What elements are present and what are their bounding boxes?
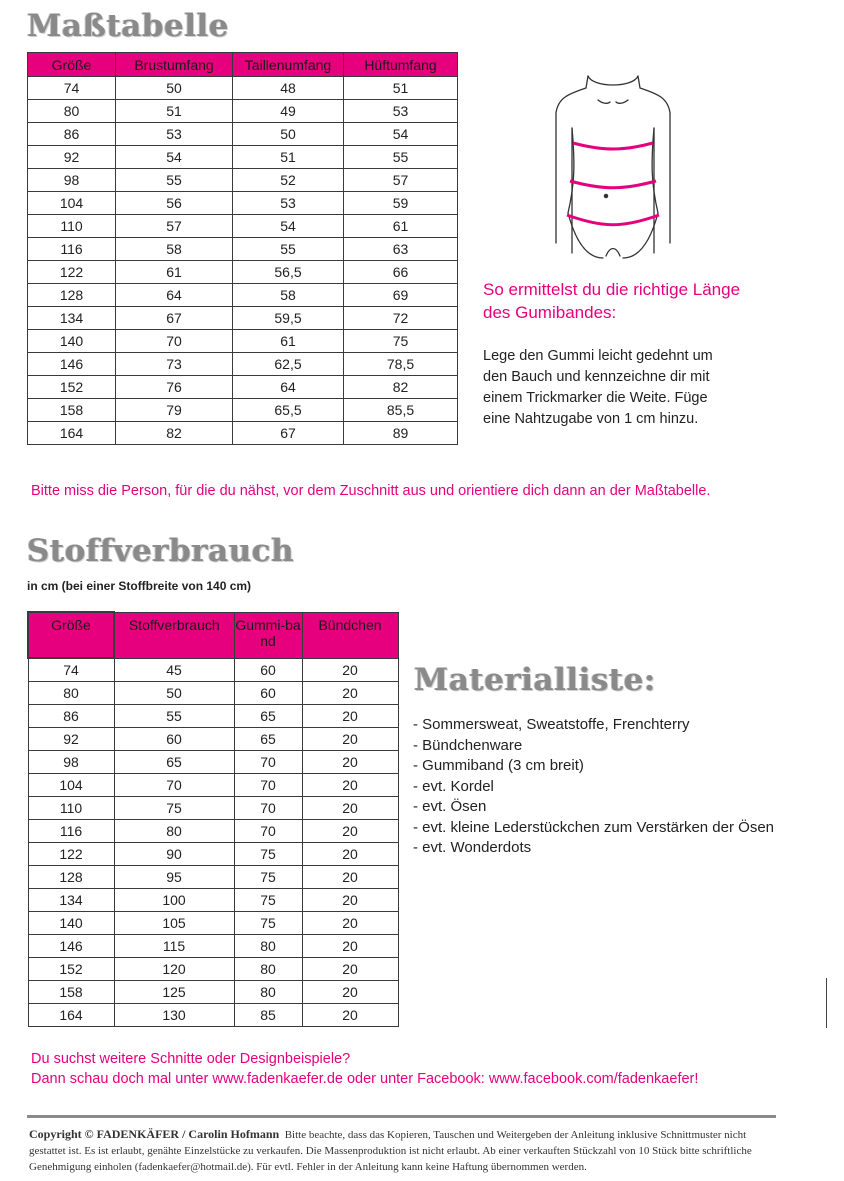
measure-table-cell: 61 xyxy=(344,215,458,238)
materials-list-item: - evt. Wonderdots xyxy=(413,839,532,856)
footer xyxy=(29,1126,779,1175)
fabric-table-cell: 80 xyxy=(234,934,302,957)
measure-table-header-cell: Taillenumfang xyxy=(233,53,344,77)
fabric-table-row xyxy=(28,658,398,681)
fabric-table-cell: 20 xyxy=(302,1003,398,1026)
fabric-table-cell: 55 xyxy=(114,704,234,727)
fabric-table-row xyxy=(28,773,398,796)
fabric-table-cell: 20 xyxy=(302,750,398,773)
fabric-table-cell: 75 xyxy=(234,911,302,934)
measure-table-row xyxy=(28,169,458,192)
measure-table-cell: 69 xyxy=(344,284,458,307)
measure-table-cell: 86 xyxy=(28,123,116,146)
fabric-table-cell: 65 xyxy=(114,750,234,773)
fabric-table-cell: 100 xyxy=(114,888,234,911)
measure-table-row xyxy=(28,376,458,399)
measure-table-cell: 89 xyxy=(344,422,458,445)
fabric-table-cell: 134 xyxy=(28,888,114,911)
links-line-2: Dann schau doch mal unter www.fadenkaefer.de oder unter Facebook: www.facebook.com/fadenkaefer! xyxy=(31,1071,699,1087)
measure-table-cell: 85,5 xyxy=(344,399,458,422)
fabric-table-header-cell: Stoffverbrauch xyxy=(114,612,234,658)
fabric-table-cell: 20 xyxy=(302,796,398,819)
measure-table-cell: 58 xyxy=(233,284,344,307)
fabric-table-row xyxy=(28,980,398,1003)
fabric-table-row xyxy=(28,911,398,934)
body-outline-icon xyxy=(548,68,678,260)
fabric-table-cell: 98 xyxy=(28,750,114,773)
measure-table-cell: 54 xyxy=(344,123,458,146)
fabric-table-cell: 20 xyxy=(302,842,398,865)
measure-table-cell: 65,5 xyxy=(233,399,344,422)
body-measurement-figure xyxy=(548,68,678,260)
measure-table-cell: 122 xyxy=(28,261,116,284)
materials-list xyxy=(413,715,833,859)
measure-table-row xyxy=(28,353,458,376)
fabric-table-cell: 115 xyxy=(114,934,234,957)
fabric-table-cell: 70 xyxy=(114,773,234,796)
measure-table-row xyxy=(28,238,458,261)
materials-list-item: - evt. Ösen xyxy=(413,798,487,815)
measure-table-cell: 61 xyxy=(116,261,233,284)
fabric-table-cell: 20 xyxy=(302,658,398,681)
measure-table-cell: 56 xyxy=(116,192,233,215)
measure-note: Bitte miss die Person, für die du nähst, vor dem Zuschnitt aus und orientiere dich dann an der Maßtabelle. xyxy=(31,483,711,499)
measure-table-cell: 128 xyxy=(28,284,116,307)
fabric-table-row xyxy=(28,796,398,819)
measure-table-cell: 63 xyxy=(344,238,458,261)
measure-table-row xyxy=(28,399,458,422)
measure-table-cell: 51 xyxy=(233,146,344,169)
elastic-info-body: Lege den Gummi leicht gedehnt um den Bauch und kennzeichne dir mit einem Trickmarker die Weite. Füge eine Nahtzugabe von 1 cm hinzu. xyxy=(483,348,713,427)
fabric-table-cell: 65 xyxy=(234,727,302,750)
measure-table-cell: 56,5 xyxy=(233,261,344,284)
fabric-table-row xyxy=(28,888,398,911)
fabric-table-cell: 105 xyxy=(114,911,234,934)
fabric-table-cell: 60 xyxy=(234,658,302,681)
measure-table-cell: 53 xyxy=(344,100,458,123)
measure-table-cell: 54 xyxy=(233,215,344,238)
fabric-table-subtitle: in cm (bei einer Stoffbreite von 140 cm) xyxy=(27,579,252,593)
measure-table-cell: 146 xyxy=(28,353,116,376)
measure-table-cell: 53 xyxy=(233,192,344,215)
measure-table-cell: 53 xyxy=(116,123,233,146)
fabric-table-cell: 20 xyxy=(302,773,398,796)
fabric-table-row xyxy=(28,957,398,980)
measure-table-cell: 116 xyxy=(28,238,116,261)
measure-table-row xyxy=(28,261,458,284)
measure-table-cell: 55 xyxy=(116,169,233,192)
measure-table-cell: 61 xyxy=(233,330,344,353)
fabric-table-cell: 65 xyxy=(234,704,302,727)
fabric-table-cell: 20 xyxy=(302,865,398,888)
fabric-table-cell: 75 xyxy=(114,796,234,819)
measure-table-cell: 51 xyxy=(344,77,458,100)
measure-table-cell: 52 xyxy=(233,169,344,192)
fabric-table-cell: 86 xyxy=(28,704,114,727)
fabric-table-cell: 45 xyxy=(114,658,234,681)
fabric-table-cell: 164 xyxy=(28,1003,114,1026)
measure-table-cell: 58 xyxy=(116,238,233,261)
measure-table-row xyxy=(28,422,458,445)
measure-table-cell: 92 xyxy=(28,146,116,169)
measure-table xyxy=(27,52,458,445)
measure-table-cell: 158 xyxy=(28,399,116,422)
measure-table-cell: 134 xyxy=(28,307,116,330)
measure-table-cell: 48 xyxy=(233,77,344,100)
measure-table-row xyxy=(28,100,458,123)
measure-table-cell: 73 xyxy=(116,353,233,376)
fabric-table-cell: 60 xyxy=(234,681,302,704)
fabric-table-cell: 80 xyxy=(234,957,302,980)
fabric-table-cell: 110 xyxy=(28,796,114,819)
measure-table-cell: 67 xyxy=(233,422,344,445)
measure-table-cell: 49 xyxy=(233,100,344,123)
fabric-table-row xyxy=(28,1003,398,1026)
fabric-table-cell: 130 xyxy=(114,1003,234,1026)
fabric-table-cell: 85 xyxy=(234,1003,302,1026)
measure-table-row xyxy=(28,307,458,330)
fabric-table-cell: 80 xyxy=(234,980,302,1003)
measure-table-cell: 55 xyxy=(344,146,458,169)
footer-text: Bitte beachte, dass das Kopieren, Tauschen und Weitergeben der Anleitung inklusive Schnittmuster nicht gestattet ist. Es ist erlaubt, genähte Einzelstücke zu verkaufen. Die Massenproduktion ist nicht erlaubt. Ab einer verkauften Stückzahl von 10 Stück bitte schriftliche Genehmigung einholen (fadenkaefer@hotmail.de). Für evtl. Fehler in der Anleitung kann keine Haftung übernommen werden. xyxy=(29,1129,752,1173)
fabric-table-row xyxy=(28,681,398,704)
materials-list-item: - Sommersweat, Sweatstoffe, Frenchterry xyxy=(413,716,690,733)
fabric-table-cell: 50 xyxy=(114,681,234,704)
measure-table-cell: 79 xyxy=(116,399,233,422)
fabric-table-cell: 70 xyxy=(234,819,302,842)
measure-table-cell: 140 xyxy=(28,330,116,353)
links-line-1: Du suchst weitere Schnitte oder Designbeispiele? xyxy=(31,1051,351,1067)
fabric-table-cell: 122 xyxy=(28,842,114,865)
measure-table-cell: 78,5 xyxy=(344,353,458,376)
fabric-table-cell: 75 xyxy=(234,842,302,865)
fabric-table-row xyxy=(28,842,398,865)
measure-table-cell: 67 xyxy=(116,307,233,330)
elastic-info-heading: So ermittelst du die richtige Länge des Gumibandes: xyxy=(483,280,741,322)
side-divider xyxy=(826,978,827,1028)
measure-table-header-cell: Hüftumfang xyxy=(344,53,458,77)
fabric-table-cell: 20 xyxy=(302,704,398,727)
measure-table-header-cell: Brustumfang xyxy=(116,53,233,77)
fabric-table-cell: 125 xyxy=(114,980,234,1003)
measure-table-row xyxy=(28,146,458,169)
measure-table-cell: 59,5 xyxy=(233,307,344,330)
fabric-table-cell: 70 xyxy=(234,796,302,819)
footer-copyright: Copyright © FADENKÄFER / Carolin Hofmann xyxy=(29,1127,280,1141)
fabric-table-cell: 20 xyxy=(302,727,398,750)
fabric-table-cell: 20 xyxy=(302,819,398,842)
fabric-table-header-cell: Bündchen xyxy=(302,612,398,658)
fabric-table-cell: 75 xyxy=(234,865,302,888)
materials-list-item: - evt. kleine Lederstückchen zum Verstärken der Ösen xyxy=(413,818,775,836)
measure-table-cell: 104 xyxy=(28,192,116,215)
measure-table-cell: 70 xyxy=(116,330,233,353)
measure-table-cell: 76 xyxy=(116,376,233,399)
measure-table-cell: 72 xyxy=(344,307,458,330)
measure-table-row xyxy=(28,330,458,353)
measure-table-cell: 64 xyxy=(233,376,344,399)
measure-table-cell: 75 xyxy=(344,330,458,353)
fabric-table-cell: 20 xyxy=(302,681,398,704)
materials-list-item: - evt. Kordel xyxy=(413,777,494,795)
fabric-table-cell: 74 xyxy=(28,658,114,681)
fabric-table-row xyxy=(28,727,398,750)
fabric-table-cell: 60 xyxy=(114,727,234,750)
footer-rule xyxy=(27,1115,776,1118)
measure-table-cell: 55 xyxy=(233,238,344,261)
fabric-table-cell: 128 xyxy=(28,865,114,888)
measure-table-cell: 164 xyxy=(28,422,116,445)
fabric-table-cell: 146 xyxy=(28,934,114,957)
fabric-table-row xyxy=(28,750,398,773)
measure-table-row xyxy=(28,77,458,100)
measure-table-cell: 50 xyxy=(116,77,233,100)
measure-table-cell: 62,5 xyxy=(233,353,344,376)
fabric-table-cell: 20 xyxy=(302,957,398,980)
fabric-table-cell: 90 xyxy=(114,842,234,865)
measure-table-cell: 152 xyxy=(28,376,116,399)
fabric-table-cell: 70 xyxy=(234,773,302,796)
measure-table-row xyxy=(28,215,458,238)
fabric-table-row xyxy=(28,865,398,888)
fabric-table-cell: 158 xyxy=(28,980,114,1003)
fabric-table-header-cell: Gummi-band xyxy=(234,612,302,658)
measure-table-cell: 50 xyxy=(233,123,344,146)
fabric-table-cell: 92 xyxy=(28,727,114,750)
measure-table-cell: 59 xyxy=(344,192,458,215)
fabric-table-cell: 152 xyxy=(28,957,114,980)
measure-table-cell: 82 xyxy=(116,422,233,445)
fabric-table-cell: 80 xyxy=(114,819,234,842)
measure-table-header-cell: Größe xyxy=(28,53,116,77)
fabric-table-row xyxy=(28,819,398,842)
measure-table-cell: 54 xyxy=(116,146,233,169)
measure-table-cell: 66 xyxy=(344,261,458,284)
fabric-table-cell: 70 xyxy=(234,750,302,773)
fabric-table-cell: 104 xyxy=(28,773,114,796)
fabric-table-cell: 95 xyxy=(114,865,234,888)
materials-title: Materialliste: xyxy=(414,662,656,698)
fabric-table-cell: 80 xyxy=(28,681,114,704)
measure-table-cell: 57 xyxy=(116,215,233,238)
fabric-table-cell: 20 xyxy=(302,980,398,1003)
measure-table-cell: 80 xyxy=(28,100,116,123)
measure-table-row xyxy=(28,192,458,215)
fabric-table-header-cell: Größe xyxy=(28,612,114,658)
fabric-table-cell: 120 xyxy=(114,957,234,980)
measure-table-title: Maßtabelle xyxy=(27,8,230,44)
measure-table-cell: 57 xyxy=(344,169,458,192)
measure-table-cell: 51 xyxy=(116,100,233,123)
measure-table-cell: 98 xyxy=(28,169,116,192)
fabric-table xyxy=(27,611,399,1027)
fabric-table-row xyxy=(28,934,398,957)
fabric-table-cell: 75 xyxy=(234,888,302,911)
fabric-table-cell: 20 xyxy=(302,911,398,934)
fabric-table-cell: 20 xyxy=(302,934,398,957)
fabric-table-row xyxy=(28,704,398,727)
measure-table-row xyxy=(28,123,458,146)
measure-table-row xyxy=(28,284,458,307)
materials-list-item: - Bündchenware xyxy=(413,736,523,754)
measure-table-cell: 74 xyxy=(28,77,116,100)
fabric-table-cell: 20 xyxy=(302,888,398,911)
fabric-table-cell: 140 xyxy=(28,911,114,934)
measure-table-cell: 64 xyxy=(116,284,233,307)
fabric-table-cell: 116 xyxy=(28,819,114,842)
measure-table-cell: 82 xyxy=(344,376,458,399)
materials-list-item: - Gummiband (3 cm breit) xyxy=(413,757,584,774)
fabric-table-title: Stoffverbrauch xyxy=(27,533,295,569)
measure-table-cell: 110 xyxy=(28,215,116,238)
